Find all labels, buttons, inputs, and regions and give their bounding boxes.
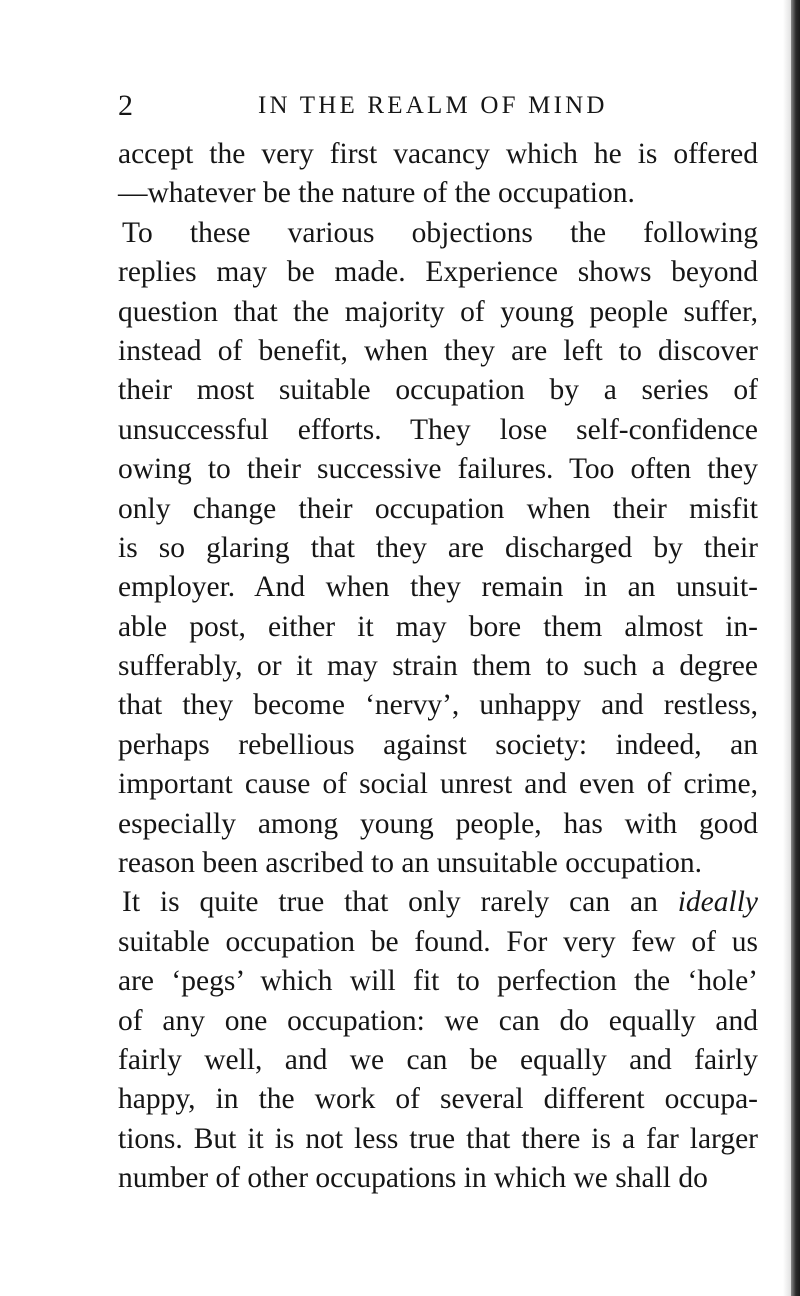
text-line: replies may be made. Experience shows beyond [118,256,758,289]
text-line: that they become ‘nervy’, unhappy and restless, [118,689,758,722]
text-line: of any one occupation: we can do equally and [118,1004,758,1037]
text-line: able post, either it may bore them almost in- [118,610,758,643]
text-line: owing to their successive failures. Too often they [118,453,758,486]
text-line: perhaps rebellious against society: indeed, an [118,728,758,761]
text-line: only change their occupation when their misfit [118,492,758,525]
text-line: employer. And when they remain in an unsuit- [118,571,758,604]
text-line: question that the majority of young people suffer, [118,295,758,328]
text-line: suitable occupation be found. For very few of us [118,925,758,958]
text-line: their most suitable occupation by a series of [118,374,758,407]
italic-emphasis: ideally [677,886,759,919]
text-fragment: It is quite true that only rarely can an [122,886,658,919]
text-line: especially among young people, has with good [118,807,758,840]
page-number: 2 [118,89,134,122]
page-edge-shadow [783,0,791,1296]
body-text [118,135,758,1199]
text-line: unsuccessful efforts. They lose self-confidence [118,413,758,446]
running-head: IN THE REALM OF MIND [258,92,608,119]
text-line: instead of benefit, when they are left to discover [118,334,758,367]
text-line: —whatever be the nature of the occupation. [118,177,635,210]
text-line: important cause of social unrest and even of crime, [118,768,758,801]
page-header [118,86,758,126]
text-line: happy, in the work of several different occupa- [118,1083,758,1116]
text-line: fairly well, and we can be equally and fairly [118,1043,758,1076]
page-edge-binding [791,0,800,1296]
text-line: is so glaring that they are discharged by their [118,531,758,564]
text-line: sufferably, or it may strain them to such a degree [118,650,758,683]
text-line: reason been ascribed to an unsuitable occupation. [118,847,703,880]
text-line: tions. But it is not less true that there is a far larger [118,1122,758,1155]
text-line: accept the very first vacancy which he is offered [118,138,758,170]
text-line: number of other occupations in which we shall do [118,1162,708,1195]
text-line: are ‘pegs’ which will fit to perfection the ‘hole’ [118,965,758,998]
text-line: To these various objections the following [122,216,758,249]
text-line [118,883,758,922]
